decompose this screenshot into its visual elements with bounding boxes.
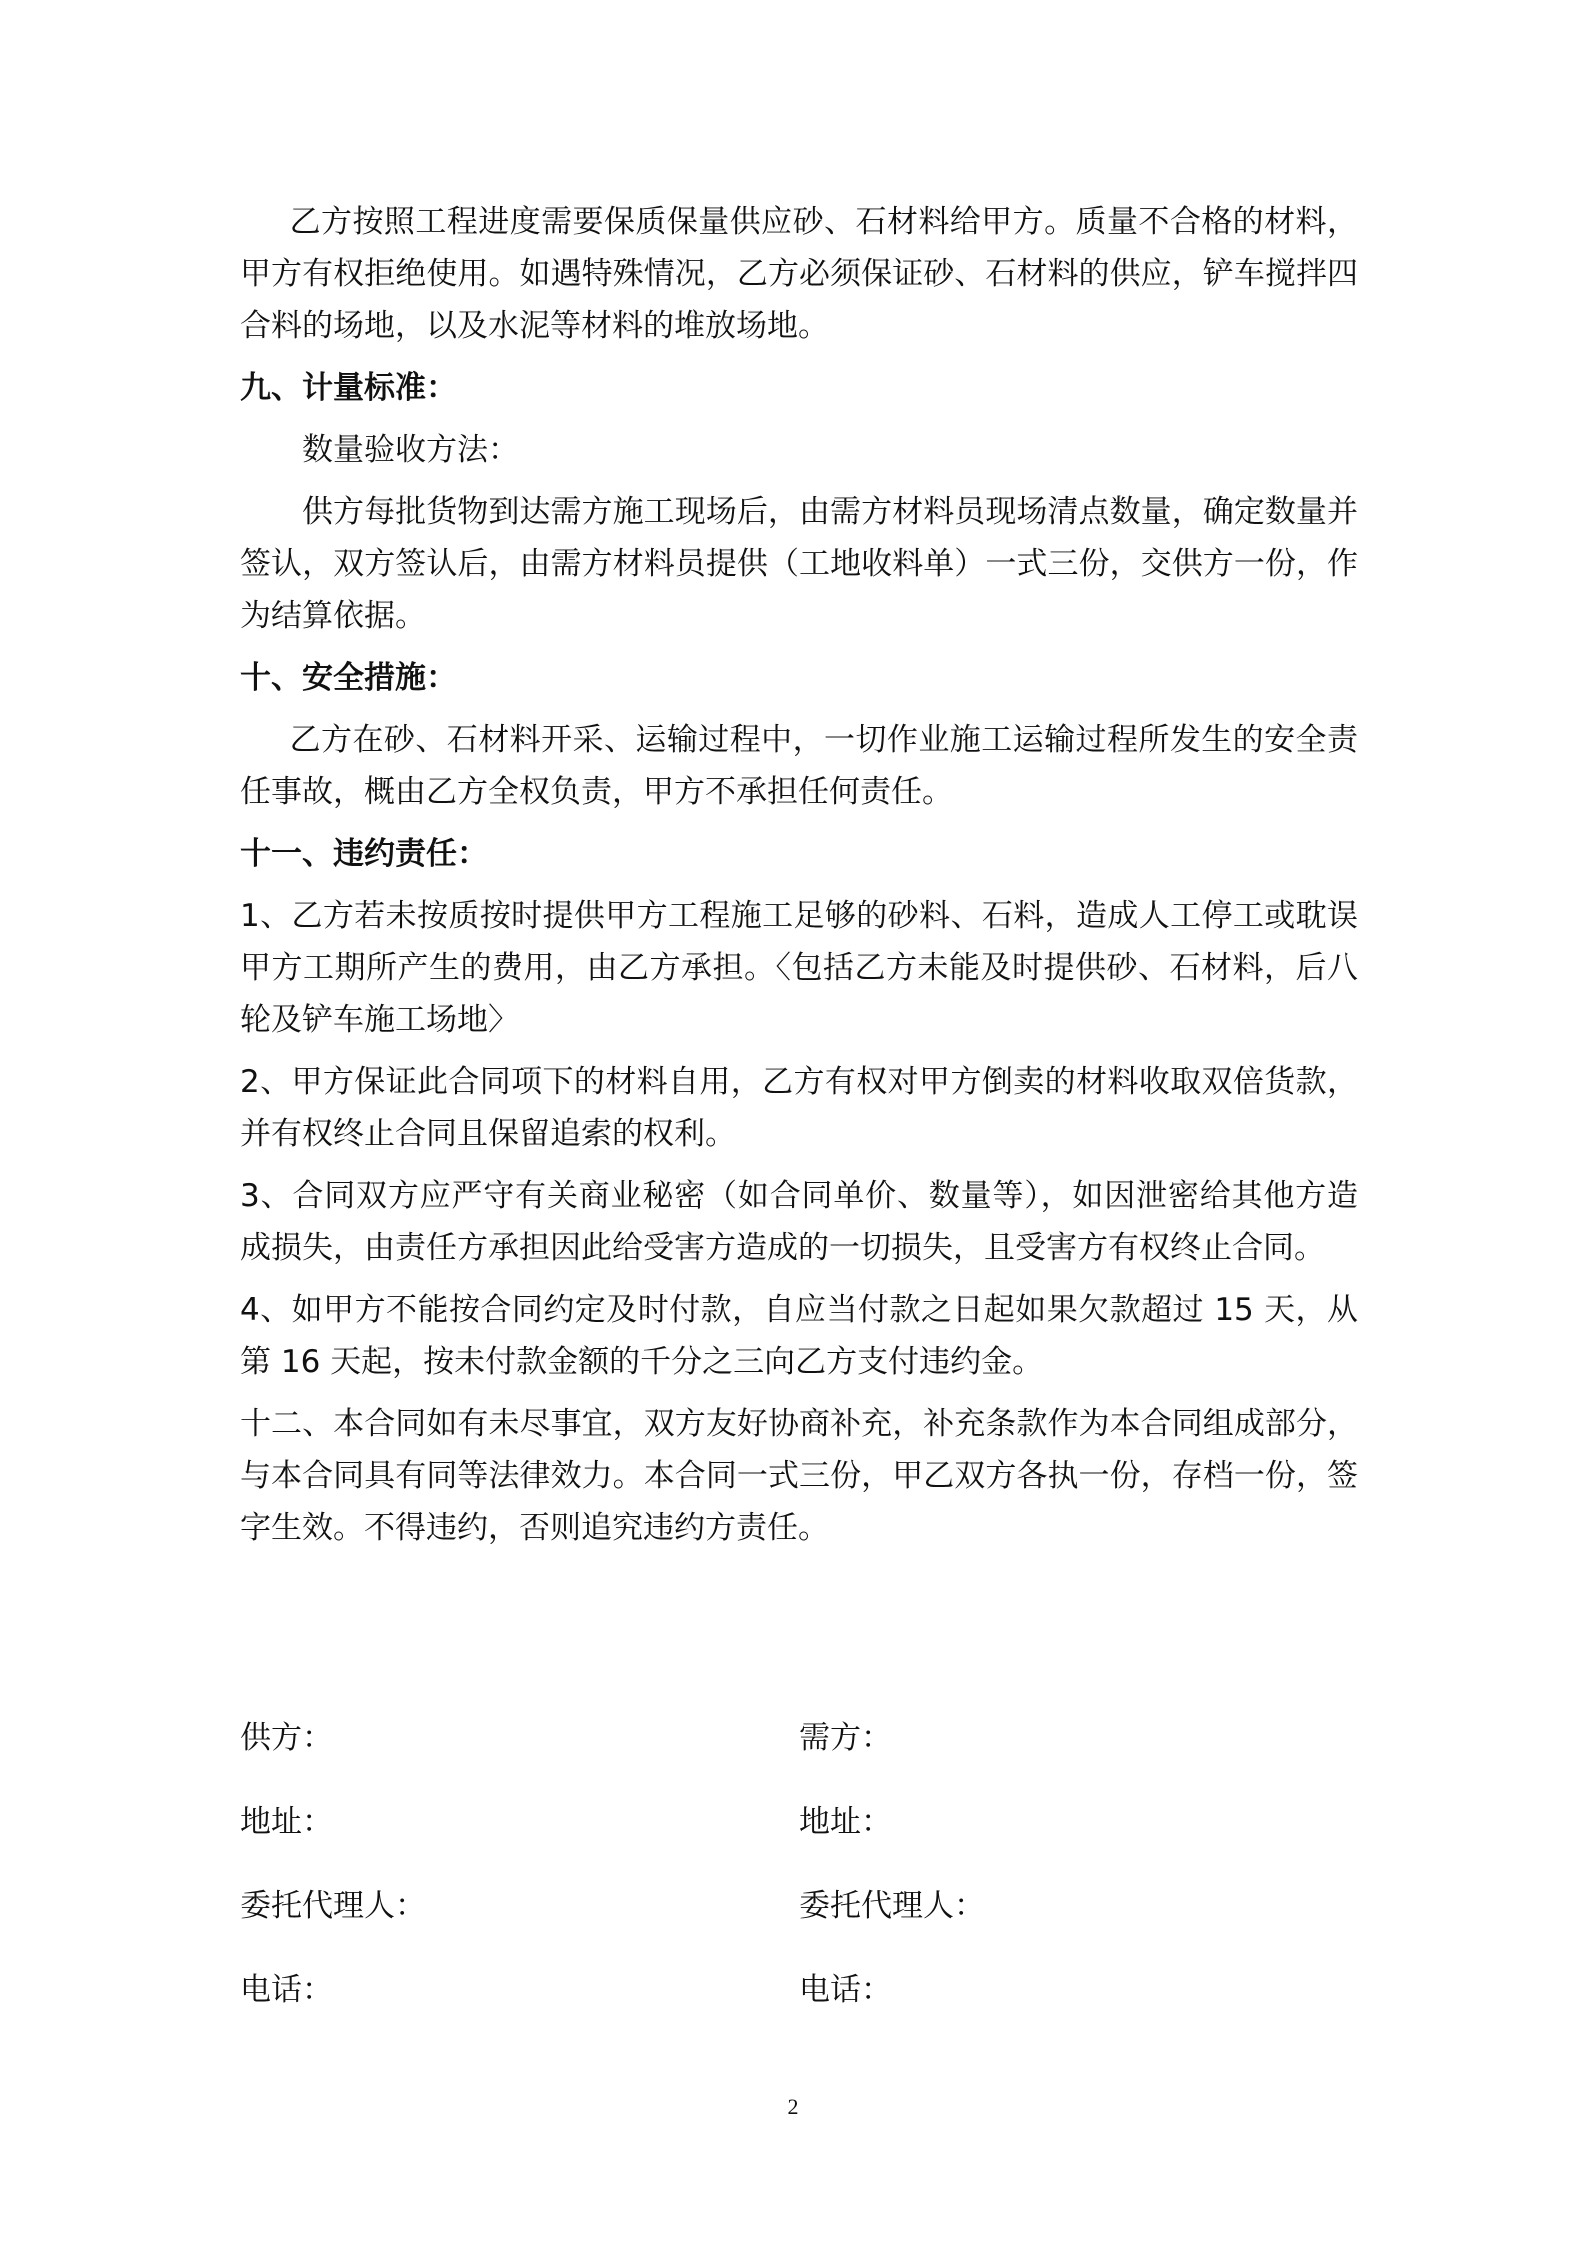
breach-item: 1、乙方若未按质按时提供甲方工程施工足够的砂料、石料，造成人工停工或耽误甲方工期所产生的费用，由乙方承担。〈包括乙方未能及时提供砂、石材料，后八轮及铲车施工场地〉 — [240, 898, 1358, 1038]
signature-row — [240, 1796, 1358, 1880]
section-10-heading: 十、安全措施： — [240, 660, 457, 696]
signature-row — [240, 1712, 1358, 1796]
section-10-body: 乙方在砂、石材料开采、运输过程中，一切作业施工运输过程所发生的安全责任事故，概由乙方全权负责，甲方不承担任何责任。 — [240, 722, 1358, 810]
supplier-address-label: 地址： — [240, 1804, 333, 1840]
supplier-phone-label: 电话： — [240, 1972, 333, 2008]
page-number: 2 — [787, 2094, 799, 2119]
section-12-body: 十二、本合同如有未尽事宜，双方友好协商补充，补充条款作为本合同组成部分，与本合同具有同等法律效力。本合同一式三份，甲乙双方各执一份，存档一份，签字生效。不得违约，否则追究违约方责任。 — [240, 1406, 1358, 1546]
buyer-address-label: 地址： — [799, 1804, 892, 1840]
supplier-label: 供方： — [240, 1720, 333, 1756]
breach-item: 2、甲方保证此合同项下的材料自用，乙方有权对甲方倒卖的材料收取双倍货款，并有权终止合同且保留追索的权利。 — [240, 1064, 1358, 1152]
signature-block — [240, 1712, 1358, 2048]
buyer-agent-label: 委托代理人： — [799, 1888, 985, 1924]
signature-row — [240, 1964, 1358, 2048]
buyer-label: 需方： — [799, 1720, 892, 1756]
supplier-agent-label: 委托代理人： — [240, 1888, 426, 1924]
section-9-heading: 九、计量标准： — [240, 370, 457, 406]
contract-body — [240, 196, 1358, 1564]
breach-item: 4、如甲方不能按合同约定及时付款，自应当付款之日起如果欠款超过 15 天，从第 16 天起，按未付款金额的千分之三向乙方支付违约金。 — [240, 1292, 1358, 1380]
section-11-heading: 十一、违约责任： — [240, 836, 488, 872]
signature-row — [240, 1880, 1358, 1964]
buyer-phone-label: 电话： — [799, 1972, 892, 2008]
section-9-subheading: 数量验收方法： — [302, 432, 519, 468]
section-9-body: 供方每批货物到达需方施工现场后，由需方材料员现场清点数量，确定数量并签认，双方签认后，由需方材料员提供（工地收料单）一式三份，交供方一份，作为结算依据。 — [240, 494, 1358, 634]
breach-item: 3、合同双方应严守有关商业秘密（如合同单价、数量等），如因泄密给其他方造成损失，由责任方承担因此给受害方造成的一切损失，且受害方有权终止合同。 — [240, 1178, 1358, 1266]
supply-paragraph: 乙方按照工程进度需要保质保量供应砂、石材料给甲方。质量不合格的材料，甲方有权拒绝使用。如遇特殊情况，乙方必须保证砂、石材料的供应，铲车搅拌四合料的场地，以及水泥等材料的堆放场地。 — [240, 204, 1358, 344]
